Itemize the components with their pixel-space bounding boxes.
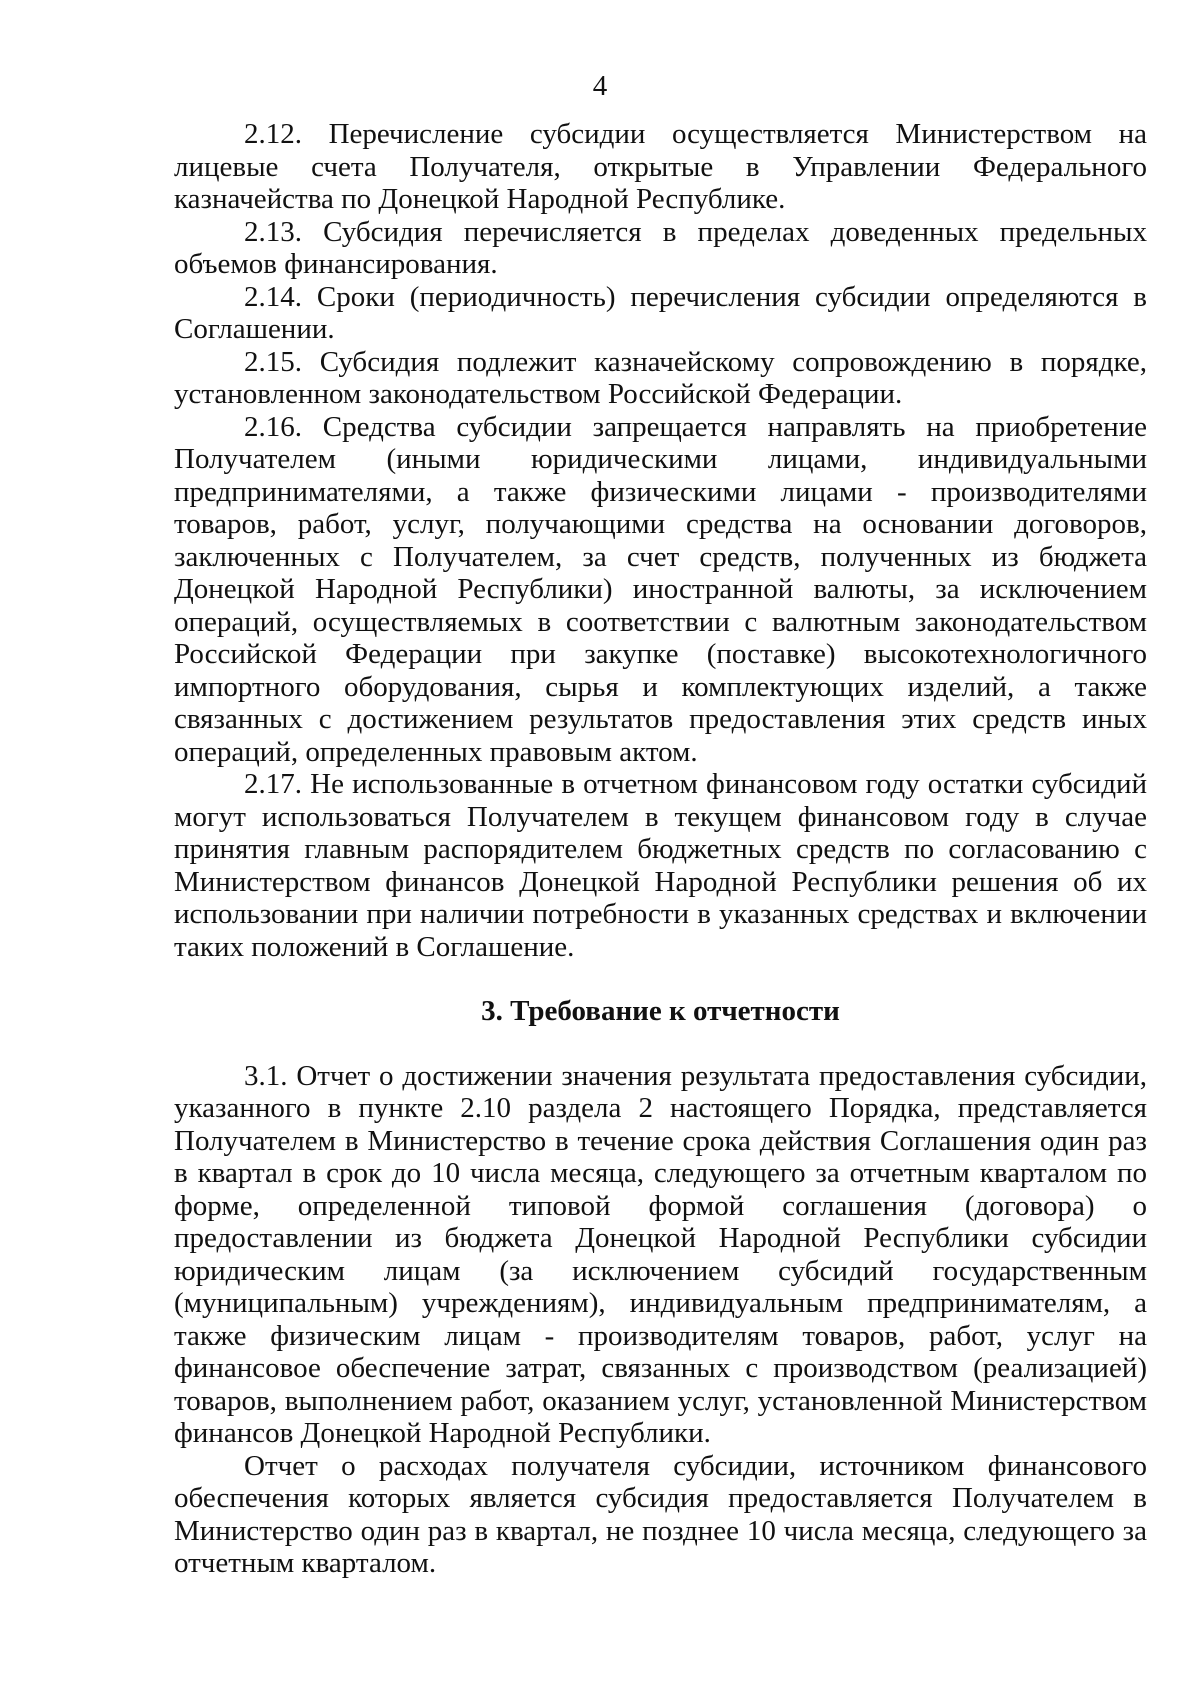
document-body	[174, 118, 1147, 1580]
section-heading: 3. Требование к отчетности	[481, 995, 840, 1027]
paragraph-2-15: 2.15. Субсидия подлежит казначейскому сопровождению в порядке, установленном законодательством Российской Федерации.	[174, 345, 1147, 410]
paragraph-2-17: 2.17. Не использованные в отчетном финансовом году остатки субсидий могут использоваться Получателем в текущем финансовом году в случае принятия главным распорядителем бюджетных средств по согласованию с Министерством финансов Донецкой Народной Республики решения об их использовании при наличии потребности в указанных средствах и включении таких положений в Соглашение.	[174, 768, 1147, 963]
paragraph-2-14: 2.14. Сроки (периодичность) перечисления субсидии определяются в Соглашении.	[174, 280, 1147, 345]
paragraph-2-13: 2.13. Субсидия перечисляется в пределах доведенных предельных объемов финансирования.	[174, 215, 1147, 280]
page-number: 4	[592, 70, 608, 102]
paragraph-2-16: 2.16. Средства субсидии запрещается направлять на приобретение Получателем (иными юридическими лицами, индивидуальными предпринимателями, а также физическими лицами - производителями товаров, работ, услуг, получающими средства на основании договоров, заключенных с Получателем, за счет средств, полученных из бюджета Донецкой Народной Республики) иностранной валюты, за исключением операций, осуществляемых в соответствии с валютным законодательством Российской Федерации при закупке (поставке) высокотехнологичного импортного оборудования, сырья и комплектующих изделий, а также связанных с достижением результатов предоставления этих средств иных операций, определенных правовым актом.	[174, 410, 1147, 768]
paragraph-2-12: 2.12. Перечисление субсидии осуществляется Министерством на лицевые счета Получателя, открытые в Управлении Федерального казначейства по Донецкой Народной Республике.	[174, 118, 1147, 215]
paragraph-3-1: 3.1. Отчет о достижении значения результата предоставления субсидии, указанного в пункте 2.10 раздела 2 настоящего Порядка, представляется Получателем в Министерство в течение срока действия Соглашения один раз в квартал в срок до 10 числа месяца, следующего за отчетным кварталом по форме, определенной типовой формой соглашения (договора) о предоставлении из бюджета Донецкой Народной Республики субсидии юридическим лицам (за исключением субсидий государственным (муниципальным) учреждениям), индивидуальным предпринимателям, а также физическим лицам - производителям товаров, работ, услуг на финансовое обеспечение затрат, связанных с производством (реализацией) товаров, выполнением работ, оказанием услуг, установленной Министерством финансов Донецкой Народной Республики.	[174, 1059, 1147, 1449]
paragraph-expense-report: Отчет о расходах получателя субсидии, источником финансового обеспечения которых является субсидия предоставляется Получателем в Министерство один раз в квартал, не позднее 10 числа месяца, следующего за отчетным кварталом.	[174, 1449, 1147, 1579]
